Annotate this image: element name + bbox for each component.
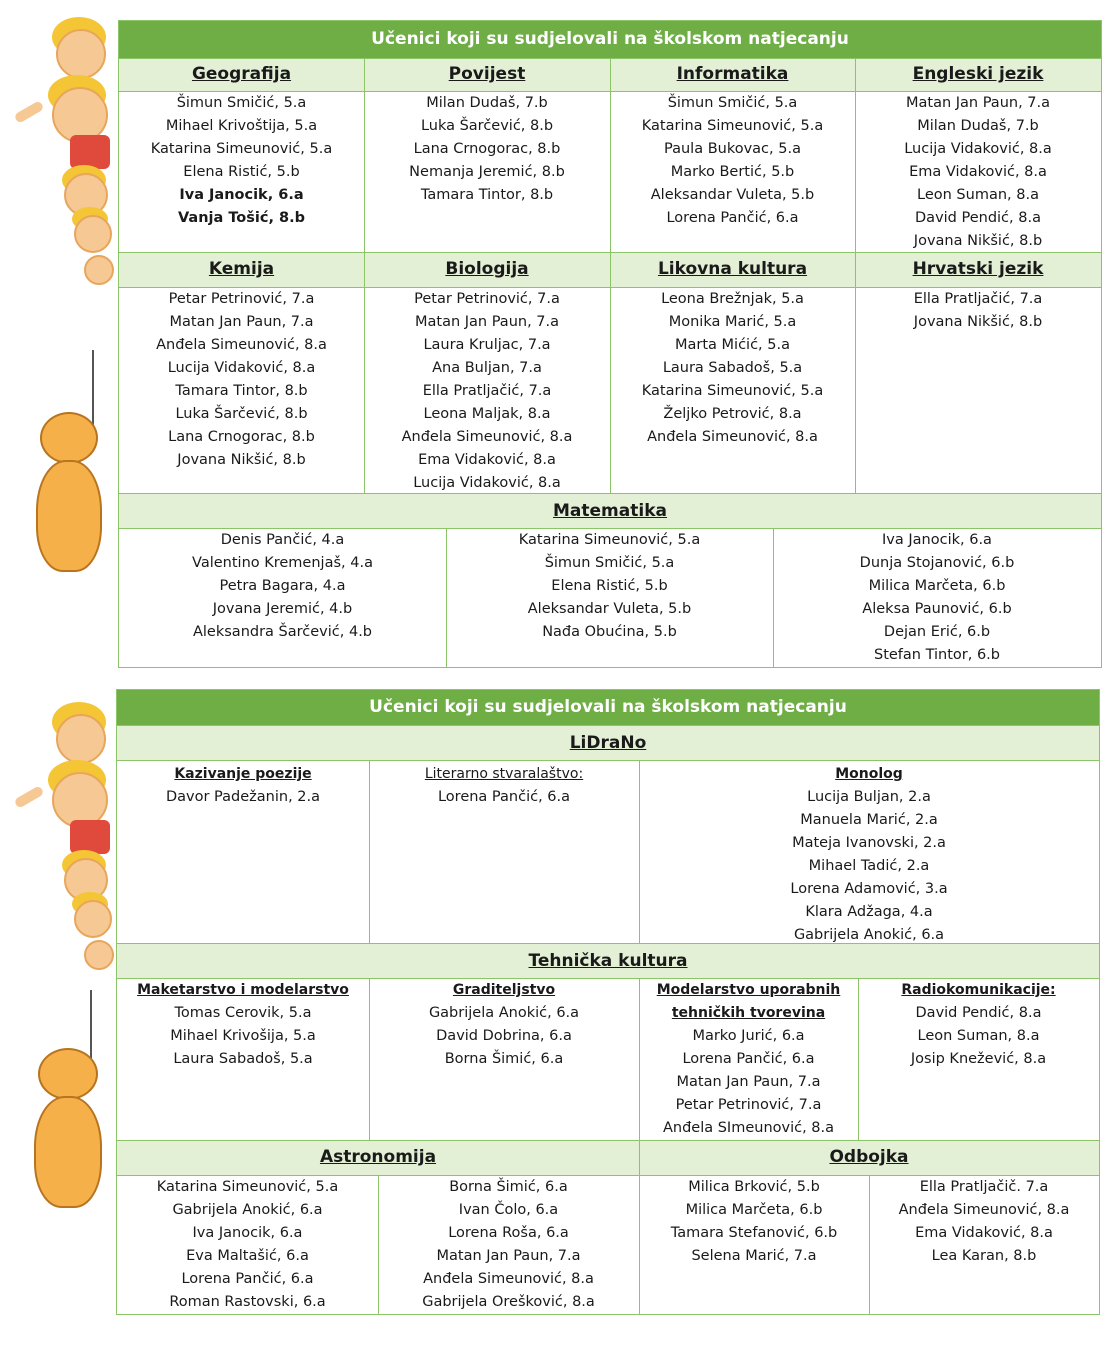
list-item: Vanja Tošić, 8.b xyxy=(178,210,305,226)
divider xyxy=(369,979,370,1140)
divider xyxy=(639,979,640,1140)
list-biologija xyxy=(364,288,610,495)
list-item: Katarina Simeunović, 5.a xyxy=(156,1179,339,1195)
header-kemija: Kemija xyxy=(208,259,275,279)
list-item: Katarina Simeunović, 5.a xyxy=(641,383,824,399)
list-item: Dunja Stojanović, 6.b xyxy=(859,555,1015,571)
subheader: Literarno stvaralaštvo: xyxy=(424,766,584,782)
list-item: Lorena Pančić, 6.a xyxy=(181,1271,314,1287)
list-item: Lorena Adamović, 3.a xyxy=(790,881,948,897)
list-item: Marko Bertić, 5.b xyxy=(670,164,795,180)
list-item: Marta Mićić, 5.a xyxy=(675,337,790,353)
divider xyxy=(610,58,611,493)
list-item: Ana Buljan, 7.a xyxy=(432,360,542,376)
divider xyxy=(369,761,370,943)
list-geografija xyxy=(119,92,364,230)
list-odbojka-1 xyxy=(639,1176,869,1268)
list-item: Lana Crnogorac, 8.b xyxy=(413,141,561,157)
list-item: Tomas Cerovik, 5.a xyxy=(174,1005,312,1021)
list-item: Borna Šimić, 6.a xyxy=(444,1051,564,1067)
list-item: Josip Knežević, 8.a xyxy=(910,1051,1047,1067)
header-matematika: Matematika xyxy=(119,493,1101,529)
subheader: Radiokomunikacije: xyxy=(901,982,1056,998)
table-title: Učenici koji su sudjelovali na školskom natjecanju xyxy=(119,21,1101,58)
list-item: Iva Janocik, 6.a xyxy=(192,1225,303,1241)
header-informatika: Informatika xyxy=(676,64,789,84)
divider xyxy=(858,979,859,1140)
list-astronomija-1 xyxy=(117,1176,378,1314)
list-item: Iva Janocik, 6.a xyxy=(882,532,992,548)
header-tehnicka: Tehnička kultura xyxy=(117,943,1099,979)
list-kazivanje xyxy=(117,761,369,809)
list-item: Lorena Pančić, 6.a xyxy=(666,210,799,226)
kids-peeking-illustration-bottom xyxy=(10,700,118,965)
divider xyxy=(378,1176,379,1314)
list-item: Valentino Kremenjaš, 4.a xyxy=(192,555,373,571)
list-item: Jovana Nikšić, 8.b xyxy=(913,314,1043,330)
list-modelarstvo xyxy=(639,979,858,1140)
list-item: Aleksandar Vuleta, 5.b xyxy=(527,601,692,617)
list-item: Jovana Nikšić, 8.b xyxy=(913,233,1043,249)
list-item: Laura Kruljac, 7.a xyxy=(423,337,551,353)
list-item: Katarina Simeunović, 5.a xyxy=(641,118,824,134)
divider xyxy=(364,58,365,493)
list-item: Lana Crnogorac, 8.b xyxy=(168,429,315,445)
list-item: Anđela Simeunović, 8.a xyxy=(423,1271,594,1287)
list-item: Gabrijela Anokić, 6.a xyxy=(428,1005,580,1021)
cat-illustration-bottom xyxy=(30,990,120,1215)
list-item: Lorena Pančić, 6.a xyxy=(682,1051,815,1067)
list-item: Lorena Roša, 6.a xyxy=(448,1225,569,1241)
list-item: Iva Janocik, 6.a xyxy=(179,187,304,203)
list-item: Tamara Tintor, 8.b xyxy=(420,187,554,203)
kids-peeking-illustration-top xyxy=(10,15,118,280)
list-item: Ella Pratljačić, 7.a xyxy=(913,291,1043,307)
table-title: Učenici koji su sudjelovali na školskom natjecanju xyxy=(117,690,1099,725)
list-informatika xyxy=(610,92,855,230)
list-item: Ivan Čolo, 6.a xyxy=(458,1202,559,1218)
list-item: Nemanja Jeremić, 8.b xyxy=(409,164,565,180)
list-item: Gabrijela Anokić, 6.a xyxy=(172,1202,323,1218)
list-item: Mihael Krivoštija, 5.a xyxy=(165,118,318,134)
list-item: Milica Marčeta, 6.b xyxy=(685,1202,823,1218)
list-item: Ema Vidaković, 8.a xyxy=(915,1225,1053,1241)
list-odbojka-2 xyxy=(869,1176,1099,1268)
header-hrvatski: Hrvatski jezik xyxy=(912,259,1044,279)
list-maketarstvo xyxy=(117,979,369,1071)
list-item: Laura Sabadoš, 5.a xyxy=(662,360,803,376)
list-item: Jovana Nikšić, 8.b xyxy=(177,452,306,468)
subheader: Kazivanje poezije xyxy=(174,766,312,782)
list-item: Matan Jan Paun, 7.a xyxy=(169,314,314,330)
list-item: Mihael Krivošija, 5.a xyxy=(170,1028,316,1044)
list-matematika-3 xyxy=(773,529,1101,667)
list-item: Laura Sabadoš, 5.a xyxy=(173,1051,313,1067)
list-item: Leon Suman, 8.a xyxy=(917,187,1039,203)
list-astronomija-2 xyxy=(378,1176,639,1314)
list-item: Lucija Vidaković, 8.a xyxy=(167,360,316,376)
list-item: Aleksa Paunović, 6.b xyxy=(862,601,1012,617)
list-item: Šimun Smičić, 5.a xyxy=(176,95,307,111)
list-item: Leon Suman, 8.a xyxy=(917,1028,1040,1044)
list-item: Ella Pratljačič. 7.a xyxy=(919,1179,1049,1195)
list-item: Petra Bagara, 4.a xyxy=(219,578,346,594)
list-item: Gabrijela Anokić, 6.a xyxy=(793,927,945,943)
header-odbojka: Odbojka xyxy=(829,1147,909,1167)
list-item: Monika Marić, 5.a xyxy=(668,314,797,330)
list-radiokomunikacije xyxy=(858,979,1099,1071)
list-matematika-1 xyxy=(119,529,446,644)
list-item: Aleksandra Šarčević, 4.b xyxy=(192,624,373,640)
list-item: Paula Bukovac, 5.a xyxy=(664,141,801,157)
list-item: Gabrijela Orešković, 8.a xyxy=(422,1294,595,1310)
subheader: Maketarstvo i modelarstvo xyxy=(137,982,349,998)
list-graditeljstvo xyxy=(369,979,639,1071)
list-item: Milica Brković, 5.b xyxy=(688,1179,820,1195)
subheader: tehničkih tvorevina xyxy=(671,1005,826,1021)
list-item: Mateja Ivanovski, 2.a xyxy=(792,835,946,851)
competition-table-2 xyxy=(116,689,1100,1315)
divider xyxy=(773,529,774,667)
list-item: David Pendić, 8.a xyxy=(915,1005,1042,1021)
subheader: Monolog xyxy=(835,766,903,782)
list-item: Borna Šimić, 6.a xyxy=(449,1179,568,1195)
list-item: David Pendić, 8.a xyxy=(915,210,1041,226)
header-biologija: Biologija xyxy=(445,259,529,279)
list-item: Petar Petrinović, 7.a xyxy=(414,291,560,307)
list-kemija xyxy=(119,288,364,472)
list-item: Matan Jan Paun, 7.a xyxy=(414,314,560,330)
list-item: Šimun Smičić, 5.a xyxy=(667,95,798,111)
list-item: Katarina Simeunović, 5.a xyxy=(518,532,701,548)
divider xyxy=(639,1140,640,1314)
divider xyxy=(855,58,856,493)
cat-illustration-top xyxy=(34,350,118,575)
list-item: Ema Vidaković, 8.a xyxy=(418,452,556,468)
list-item: Leona Brežnjak, 5.a xyxy=(661,291,804,307)
list-item: Milan Dudaš, 7.b xyxy=(426,95,548,111)
list-item: Lucija Vidaković, 8.a xyxy=(904,141,1052,157)
list-item: Anđela Simeunović, 8.a xyxy=(647,429,818,445)
header-engleski: Engleski jezik xyxy=(912,64,1044,84)
list-item: Anđela Simeunović, 8.a xyxy=(401,429,573,445)
list-item: Tamara Tintor, 8.b xyxy=(175,383,308,399)
list-item: Klara Adžaga, 4.a xyxy=(805,904,933,920)
list-item: Marko Jurić, 6.a xyxy=(692,1028,805,1044)
list-likovna xyxy=(610,288,855,449)
list-item: Tamara Stefanović, 6.b xyxy=(670,1225,838,1241)
list-item: Davor Padežanin, 2.a xyxy=(165,789,321,805)
list-item: Roman Rastovski, 6.a xyxy=(169,1294,326,1310)
subheader: Graditeljstvo xyxy=(452,982,556,998)
list-item: Šimun Smičić, 5.a xyxy=(544,555,675,571)
list-item: Lucija Buljan, 2.a xyxy=(807,789,931,805)
list-item: Luka Šarčević, 8.b xyxy=(420,118,554,134)
list-item: Dejan Erić, 6.b xyxy=(883,624,991,640)
header-astronomija: Astronomija xyxy=(319,1147,437,1167)
subheader: Modelarstvo uporabnih xyxy=(656,982,841,998)
list-item: Petar Petrinović, 7.a xyxy=(168,291,315,307)
list-item: Elena Ristić, 5.b xyxy=(551,578,668,594)
list-item: Aleksandar Vuleta, 5.b xyxy=(650,187,815,203)
list-literarno xyxy=(369,761,639,809)
list-povijest xyxy=(364,92,610,207)
list-item: Milan Dudaš, 7.b xyxy=(917,118,1039,134)
list-item: Matan Jan Paun, 7.a xyxy=(436,1248,581,1264)
list-item: Nađa Obućina, 5.b xyxy=(542,624,677,640)
list-item: Denis Pančić, 4.a xyxy=(220,532,345,548)
list-item: Matan Jan Paun, 7.a xyxy=(905,95,1051,111)
list-monolog xyxy=(639,761,1099,947)
divider xyxy=(869,1176,870,1314)
list-item: Anđela SImeunović, 8.a xyxy=(662,1120,835,1136)
list-item: Milica Marčeta, 6.b xyxy=(868,578,1006,594)
list-item: Luka Šarčević, 8.b xyxy=(175,406,308,422)
list-engleski xyxy=(855,92,1101,253)
divider xyxy=(639,761,640,943)
divider xyxy=(446,529,447,667)
list-item: Elena Ristić, 5.b xyxy=(183,164,300,180)
header-lidrano: LiDraNo xyxy=(117,725,1099,761)
list-item: Manuela Marić, 2.a xyxy=(800,812,938,828)
list-item: Matan Jan Paun, 7.a xyxy=(676,1074,821,1090)
list-item: David Dobrina, 6.a xyxy=(436,1028,572,1044)
list-item: Stefan Tintor, 6.b xyxy=(873,647,1000,663)
header-likovna: Likovna kultura xyxy=(657,259,808,279)
list-item: Jovana Jeremić, 4.b xyxy=(212,601,353,617)
list-item: Željko Petrović, 8.a xyxy=(663,406,802,422)
list-item: Katarina Simeunović, 5.a xyxy=(150,141,333,157)
list-item: Ella Pratljačić, 7.a xyxy=(422,383,552,399)
list-item: Anđela Simeunović, 8.a xyxy=(898,1202,1070,1218)
list-item: Leona Maljak, 8.a xyxy=(423,406,551,422)
list-hrvatski xyxy=(855,288,1101,334)
list-item: Mihael Tadić, 2.a xyxy=(808,858,930,874)
list-item: Petar Petrinović, 7.a xyxy=(675,1097,822,1113)
list-item: Lea Karan, 8.b xyxy=(931,1248,1037,1264)
list-matematika-2 xyxy=(446,529,773,644)
list-item: Anđela Simeunović, 8.a xyxy=(156,337,327,353)
list-item: Lorena Pančić, 6.a xyxy=(437,789,571,805)
list-item: Lucija Vidaković, 8.a xyxy=(413,475,561,491)
list-item: Eva Maltašić, 6.a xyxy=(186,1248,309,1264)
competition-table-1 xyxy=(118,20,1102,668)
header-geografija: Geografija xyxy=(191,64,292,84)
list-item: Ema Vidaković, 8.a xyxy=(909,164,1047,180)
list-item: Selena Marić, 7.a xyxy=(691,1248,817,1264)
header-povijest: Povijest xyxy=(448,64,526,84)
